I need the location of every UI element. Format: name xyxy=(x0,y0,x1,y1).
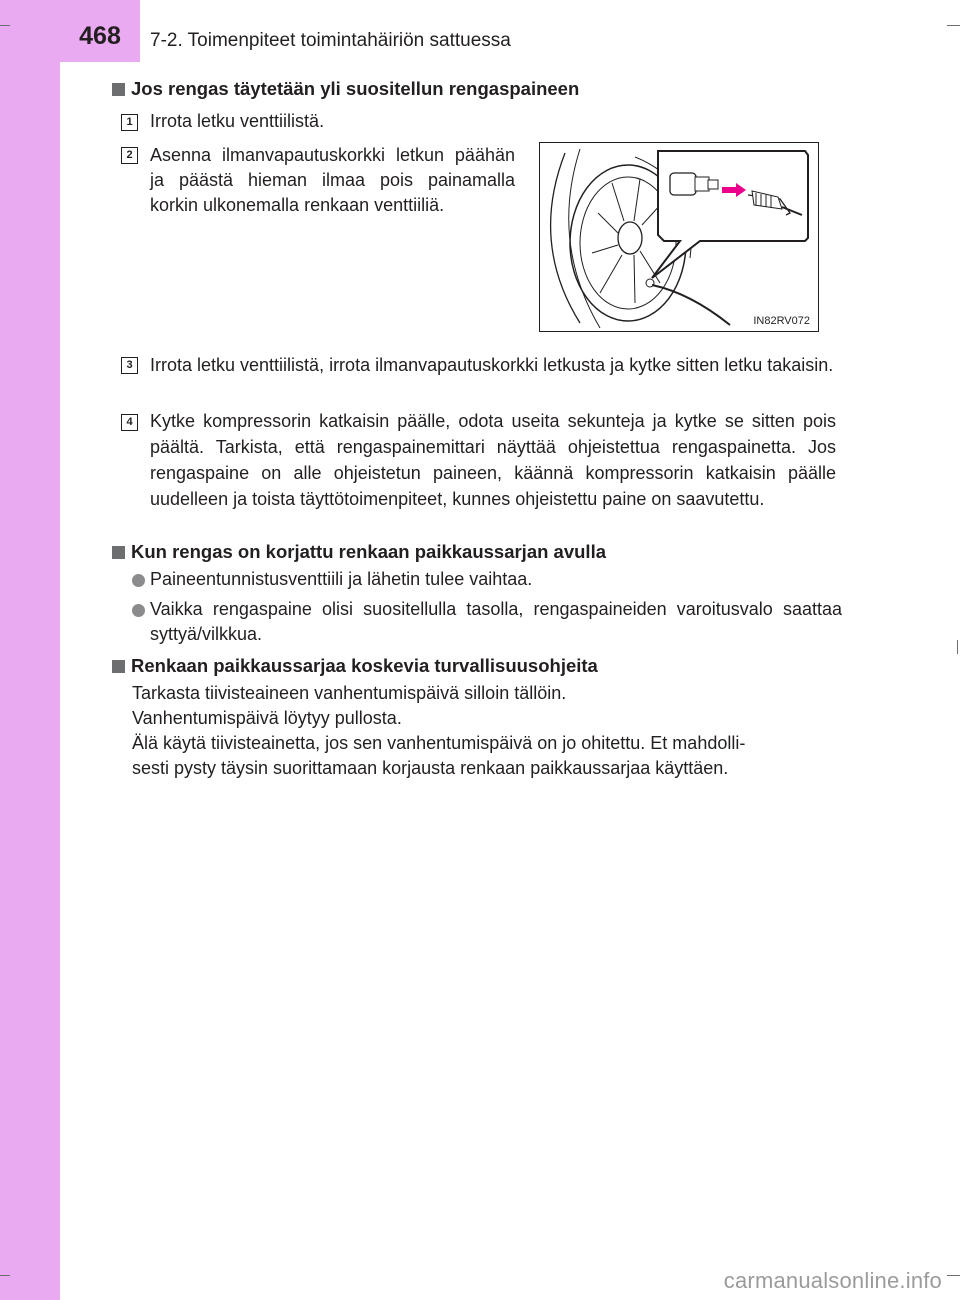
crop-mark xyxy=(947,25,960,26)
step-number-badge: 2 xyxy=(121,147,138,164)
square-bullet-icon xyxy=(112,660,125,673)
round-bullet-icon xyxy=(132,604,145,617)
step-text: Irrota letku venttiilistä. xyxy=(150,111,325,131)
section-heading xyxy=(112,541,606,563)
crop-mark xyxy=(947,1275,960,1276)
section-heading xyxy=(112,655,598,677)
step-text: Asenna ilmanvapautuskorkki letkun päähän ja päästä hieman ilmaa pois painamalla korkin ulkonemalla renkaan venttiiliä. xyxy=(150,145,515,215)
side-color-band xyxy=(0,0,60,1300)
bullet-text: Paineentunnistusventtiili ja lähetin tulee vaihtaa. xyxy=(150,569,533,589)
tire-valve-illustration xyxy=(539,142,819,332)
page-number-tab xyxy=(60,0,140,62)
step-number-badge: 3 xyxy=(121,357,138,374)
step-text: Kytke kompressorin katkaisin päälle, odota useita sekunteja ja kytke se sitten pois päältä. Tarkista, että rengaspainemittari näyttää ohjeistettua rengaspainetta. Jos rengaspaine on alle ohjeistetun paineen, käännä kompressorin katkaisin päälle uudelleen ja toista täyttötoimenpiteet, kunnes ohjeistettu paine on saavutettu. xyxy=(150,411,836,509)
section-heading-text: Renkaan paikkaussarjaa koskevia turvallisuusohjeita xyxy=(131,655,598,676)
watermark: carmanualsonline.info xyxy=(723,1268,942,1293)
bullet-text: Vaikka rengaspaine olisi suositellulla tasolla, rengaspaineiden varoitusvalo saattaa syttyä/vilkkua. xyxy=(150,599,842,644)
section-heading-text: Jos rengas täytetään yli suositellun rengaspaineen xyxy=(131,78,580,99)
paragraph-line: sesti pysty täysin suorittamaan korjausta renkaan paikkaussarjaa käyttäen. xyxy=(132,758,729,778)
safety-paragraph xyxy=(132,681,852,781)
paragraph-line: Tarkasta tiivisteaineen vanhentumispäivä silloin tällöin. xyxy=(132,683,567,703)
wheel-valve-drawing xyxy=(540,143,818,331)
square-bullet-icon xyxy=(112,546,125,559)
section-title: 7-2. Toimenpiteet toimintahäiriön sattuessa xyxy=(150,30,511,51)
paragraph-line: Vanhentumispäivä löytyy pullosta. xyxy=(132,708,402,728)
round-bullet-icon xyxy=(132,574,145,587)
step-text: Irrota letku venttiilistä, irrota ilmanvapautuskorkki letkusta ja kytke sitten letku takaisin. xyxy=(150,355,834,375)
paragraph-line: Älä käytä tiivisteainetta, jos sen vanhentumispäivä on jo ohitettu. Et mahdolli- xyxy=(132,733,746,753)
section-heading xyxy=(112,78,579,100)
crop-mark xyxy=(0,1275,10,1276)
crop-mark xyxy=(0,25,10,26)
figure-code-label: IN82RV072 xyxy=(753,315,810,327)
page-number: 468 xyxy=(79,22,121,50)
square-bullet-icon xyxy=(112,83,125,96)
section-heading-text: Kun rengas on korjattu renkaan paikkaussarjan avulla xyxy=(131,541,607,562)
step-number-badge: 1 xyxy=(121,114,138,131)
step-number-badge: 4 xyxy=(121,414,138,431)
crop-mark xyxy=(957,640,958,654)
